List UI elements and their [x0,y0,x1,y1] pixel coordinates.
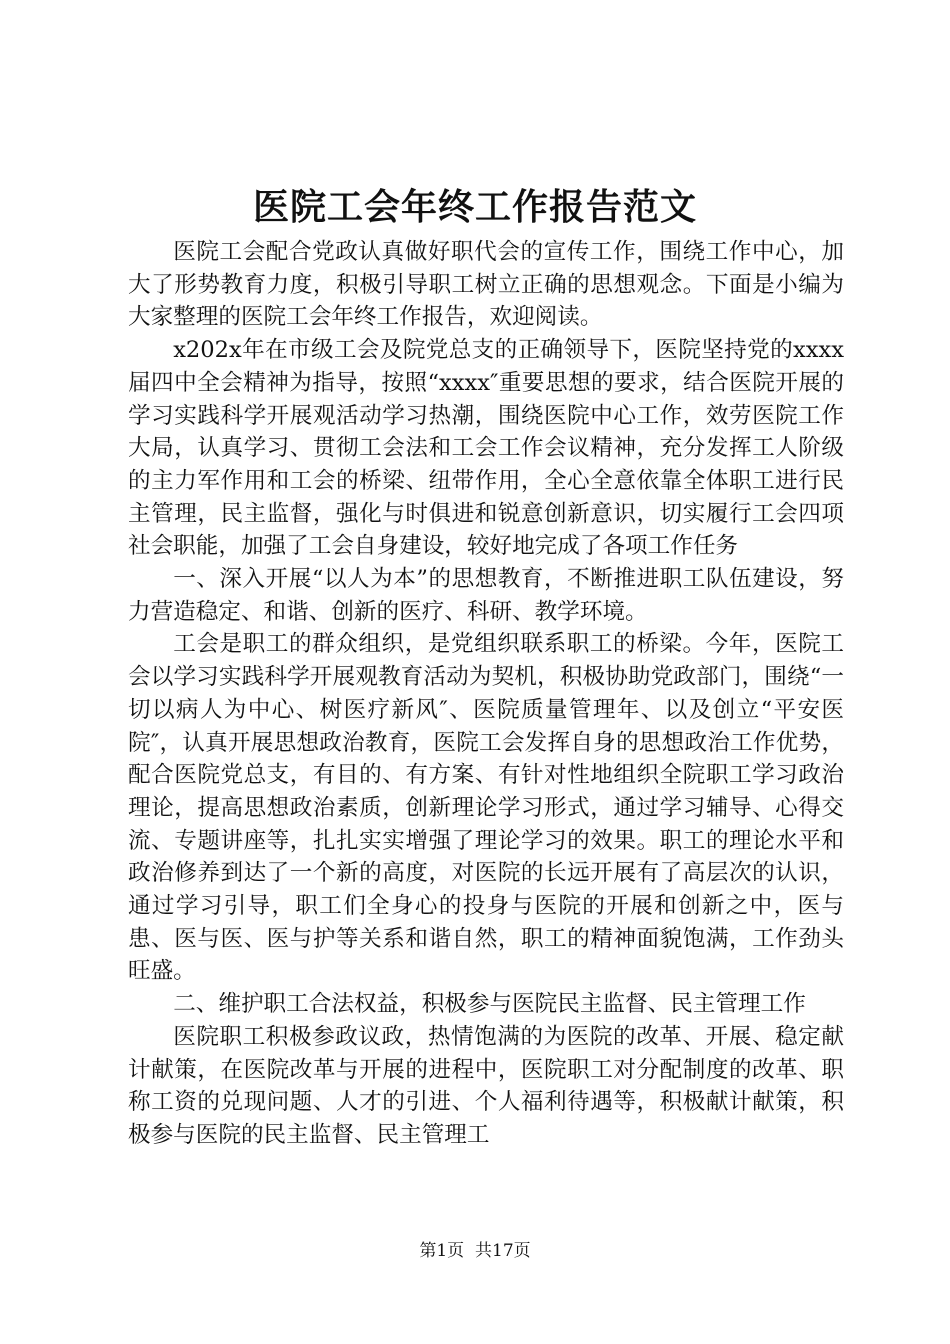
footer-gap [464,1241,475,1261]
paragraph-section-1: 工会是职工的群众组织，是党组织联系职工的桥梁。今年，医院工会以学习实践科学开展观教育活动为契机，积极协助党政部门，围绕“一切以病人为中心、树医疗新风″、医院质量管理年、以及创立“平安医院″，认真开展思想政治教育，医院工会发挥自身的思想政治工作优势，配合医院党总支，有目的、有方案、有针对性地组织全院职工学习政治理论，提高思想政治素质，创新理论学习形式，通过学习辅导、心得交流、专题讲座等，扎扎实实增强了理论学习的效果。职工的理论水平和政治修养到达了一个新的高度，对医院的长远开展有了高层次的认识，通过学习引导，职工们全身心的投身与医院的开展和创新之中，医与患、医与医、医与护等关系和谐自然，职工的精神面貌饱满，工作劲头旺盛。 [128,631,844,985]
page-footer [0,1240,950,1262]
section-heading-2: 二、维护职工合法权益，积极参与医院民主监督、民主管理工作 [173,991,806,1018]
document-body [128,236,844,1152]
page-total: 共17页 [475,1241,531,1261]
section-heading-1: 一、深入开展“以人为本”的思想教育，不断推进职工队伍建设，努力营造稳定、和谐、创新的医疗、科研、教学环境。 [128,566,844,625]
page-number: 第1页 [419,1241,465,1261]
paragraph-summary: x202x年在市级工会及院党总支的正确领导下，医院坚持党的xxxx届四中全会精神为指导，按照“xxxx″重要思想的要求，结合医院开展的学习实践科学开展观活动学习热潮，围绕医院中心工作，效劳医院工作大局，认真学习、贯彻工会法和工会工作会议精神，充分发挥工人阶级的主力军作用和工会的桥梁、纽带作用，全心全意依靠全体职工进行民主管理，民主监督，强化与时俱进和锐意创新意识，切实履行工会四项社会职能，加强了工会自身建设，较好地完成了各项工作任务 [128,337,844,560]
document-title: 医院工会年终工作报告范文 [252,186,697,228]
paragraph-section-2: 医院职工积极参政议政，热情饱满的为医院的改革、开展、稳定献计献策，在医院改革与开展的进程中，医院职工对分配制度的改革、职称工资的兑现问题、人才的引进、个人福利待遇等，积极献计献策，积极参与医院的民主监督、民主管理工 [128,1023,844,1148]
paragraph-intro: 医院工会配合党政认真做好职代会的宣传工作，围绕工作中心，加大了形势教育力度，积极引导职工树立正确的思想观念。下面是小编为大家整理的医院工会年终工作报告，欢迎阅读。 [128,239,844,331]
